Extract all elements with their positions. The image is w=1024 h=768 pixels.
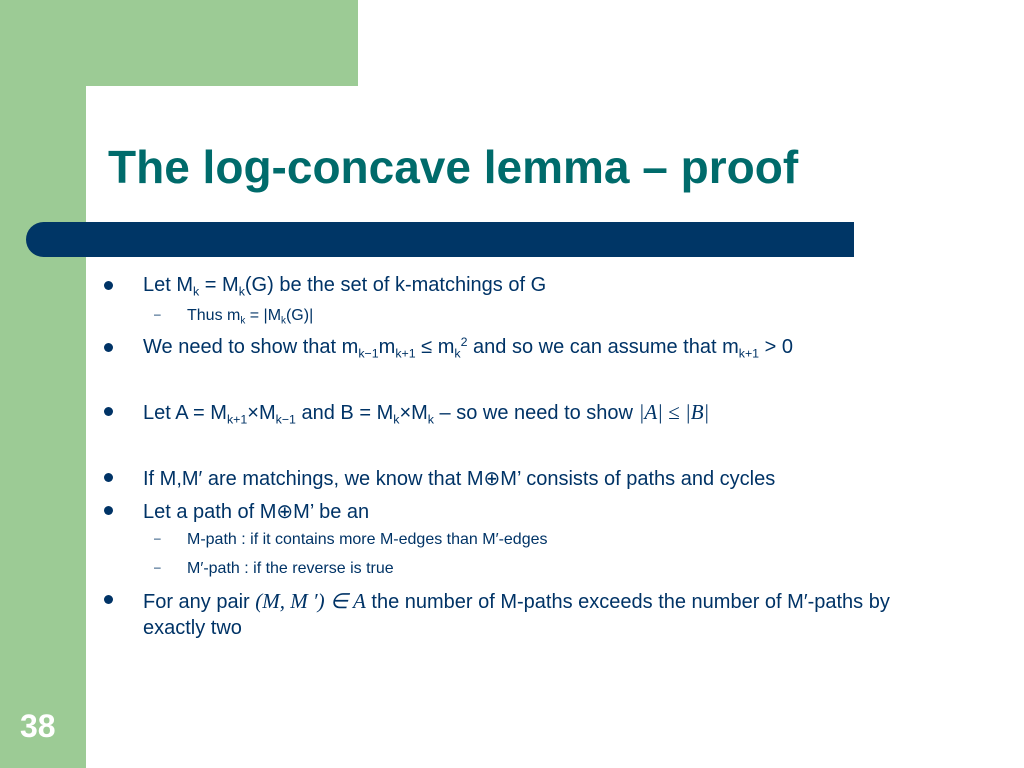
pair-formula: (M, M ′) ∈ A [255, 589, 366, 613]
sub-bullet-item: – M-path : if it contains more M-edges than M′-edges [154, 531, 548, 548]
sub-bullet-item: – Thus $m_k = |M_k(G)|$ [154, 307, 314, 327]
dash-icon: – [154, 531, 161, 545]
bullet-dot-icon [104, 595, 113, 604]
sub-bullet-item: – M′-path : if the reverse is true [154, 560, 394, 577]
bullet-dot-icon [104, 343, 113, 352]
bullet-item: If M,M′ are matchings, we know that M⊕M’ consists of paths and cycles [143, 466, 775, 491]
dash-icon: – [154, 307, 161, 321]
slide-number: 38 [20, 708, 56, 744]
top-green-band [0, 0, 358, 86]
bullet-dot-icon [104, 407, 113, 416]
bullet-dot-icon [104, 506, 113, 515]
bullet-item: Let $M_k = M_k(G)$ be the set of k-matchings of G [143, 274, 546, 297]
bullet-dot-icon [104, 281, 113, 290]
bullet-item: Let a path of M⊕M’ be an [143, 499, 369, 524]
left-green-band [0, 0, 86, 768]
inequality-formula: |A| ≤ |B| [638, 400, 710, 424]
dash-icon: – [154, 560, 161, 574]
title-underline-bar [26, 222, 854, 257]
bullet-item: We need to show that $m_{k-1}m_{k+1} \le m_k^2$ and so we can assume that $m_{k+1} > 0$ [143, 336, 793, 359]
slide-title: The log-concave lemma – proof [108, 141, 799, 193]
bullet-item: For any pair (M, M ′) ∈ A the number of M-paths exceeds the number of M′-paths by exactly two [143, 588, 943, 641]
bullet-item: Let $A = M_{k+1}\times M_{k-1}$ and $B = M_k\times M_k$ – so we need to show |A| ≤ |B| [143, 400, 709, 425]
bullet-dot-icon [104, 473, 113, 482]
